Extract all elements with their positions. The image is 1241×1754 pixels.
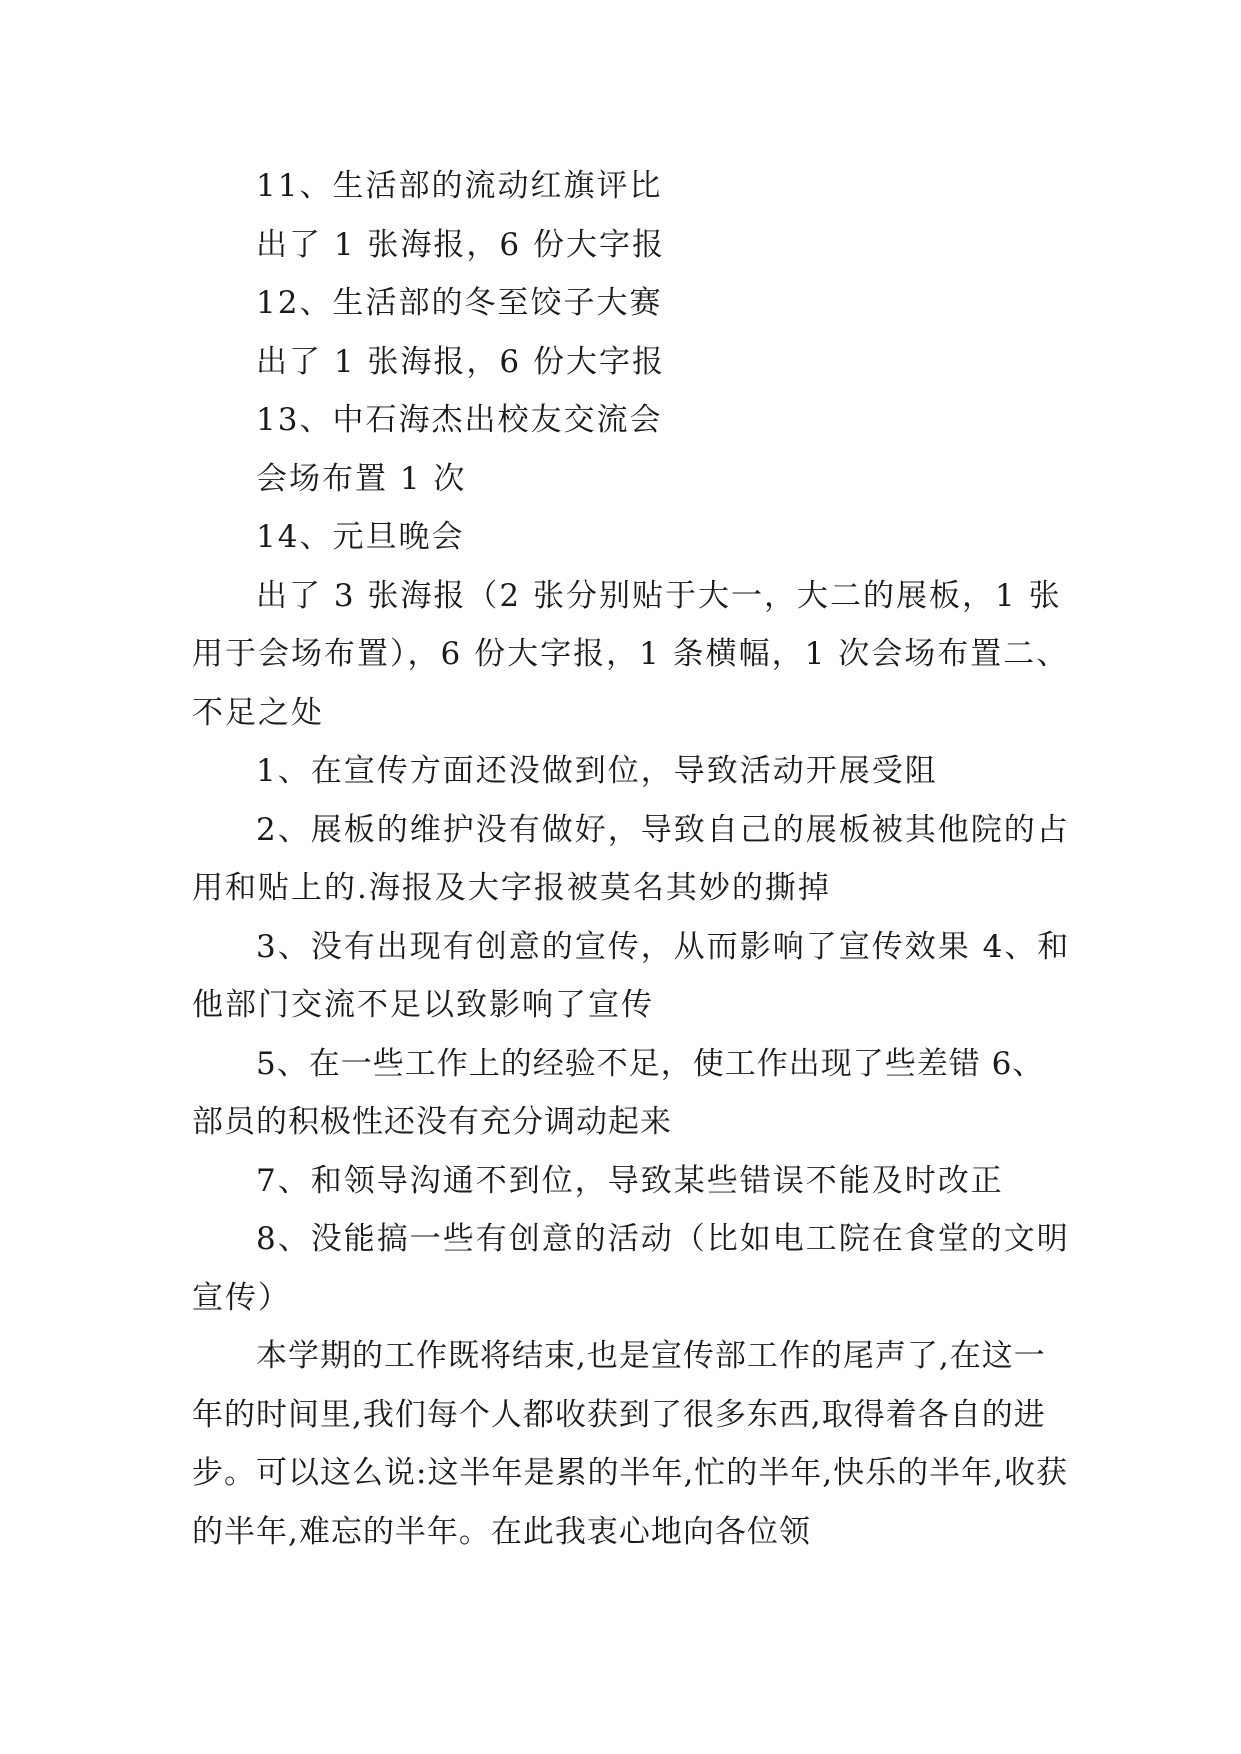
paragraph-conclusion: 本学期的工作既将结束,也是宣传部工作的尾声了,在这一年的时间里,我们每个人都收获到了很多东西,取得着各自的进步。可以这么说:这半年是累的半年,忙的半年,快乐的半年,收获的半年,难忘的半年。在此我衷心地向各位领 (192, 1338, 1069, 1550)
paragraph-shortcoming-7: 7、和领导沟通不到位，导致某些错误不能及时改正 (256, 1162, 1004, 1199)
paragraph-shortcoming-1: 1、在宣传方面还没做到位，导致活动开展受阻 (256, 753, 938, 789)
paragraph-item-14-detail: 出了 3 张海报（2 张分别贴于大一，大二的展板，1 张用于会场布置），6 份大字报，1 条横幅，1 次会场布置二、不足之处 (192, 577, 1070, 731)
paragraph-item-13-title: 13、中石海杰出校友交流会 (256, 402, 663, 438)
document-body (192, 157, 1072, 1561)
paragraph-item-11-detail: 出了 1 张海报，6 份大字报 (256, 226, 666, 263)
paragraph-item-14-title: 14、元旦晚会 (256, 519, 465, 555)
paragraph-item-12-detail: 出了 1 张海报，6 份大字报 (256, 343, 666, 380)
paragraph-item-12-title: 12、生活部的冬至饺子大赛 (256, 285, 663, 321)
paragraph-shortcoming-2: 2、展板的维护没有做好，导致自己的展板被其他院的占用和贴上的.海报及大字报被莫名其妙的撕掉 (192, 811, 1070, 906)
paragraph-item-11-title: 11、生活部的流动红旗评比 (256, 168, 663, 204)
paragraph-shortcoming-5-6: 5、在一些工作上的经验不足，使工作出现了些差错 6、部员的积极性还没有充分调动起来 (192, 1045, 1045, 1140)
paragraph-item-13-detail: 会场布置 1 次 (256, 460, 467, 497)
paragraph-shortcoming-8: 8、没能搞一些有创意的活动（比如电工院在食堂的文明宣传） (192, 1221, 1070, 1316)
paragraph-shortcoming-3-4: 3、没有出现有创意的宣传，从而影响了宣传效果 4、和他部门交流不足以致影响了宣传 (192, 928, 1071, 1023)
